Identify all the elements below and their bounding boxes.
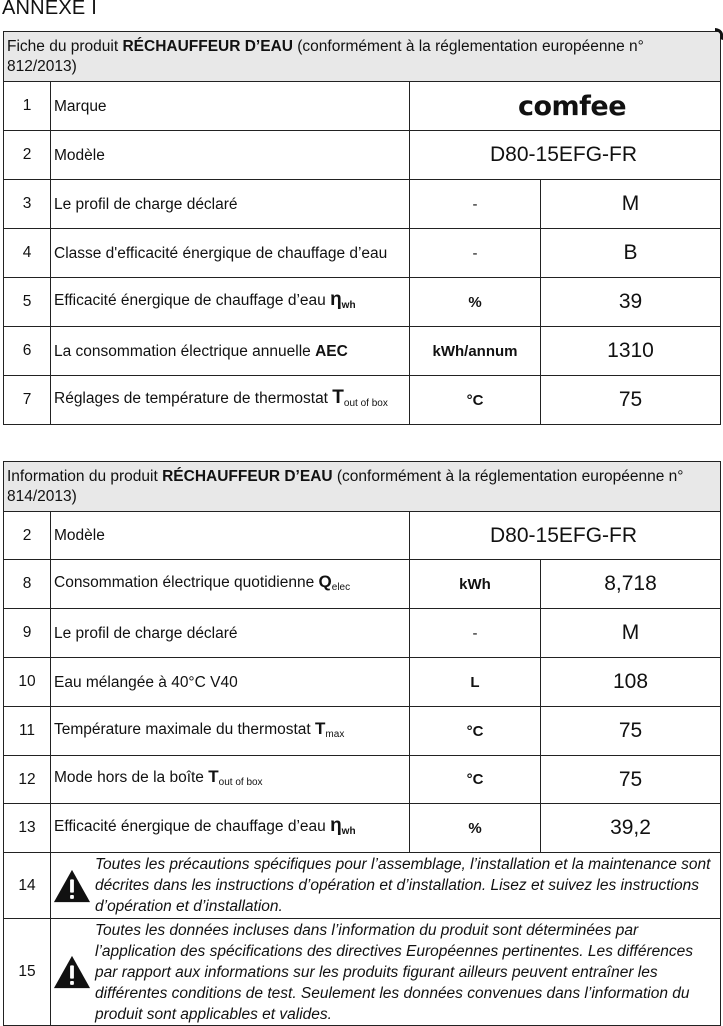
table-row: 1 Marque comfee [4, 82, 721, 131]
page-title: ANNEXE I [2, 0, 97, 19]
table-row: 9 Le profil de charge déclaré - M [4, 609, 721, 658]
table-row: 13 Efficacité énergique de chauffage d’eau $\eta_{wh}$ % 39,2 [4, 804, 721, 853]
table-row: 7 Réglages de température de thermostat $T_{out of box}$ °C 75 [4, 376, 721, 425]
table-header: Fiche du produit RÉCHAUFFEUR D’EAU (conformément à la réglementation européenne n° 812/2013) [4, 32, 721, 82]
table-row: 2 Modèle D80-15EFG-FR [4, 131, 721, 180]
table-row: 14 Toutes les précautions spécifiques pour l’assemblage, l’installation et la maintenance sont décrites dans les instructions d’opération et d’installation. Lisez et suivez les instructions d’opération et d’installation. [4, 853, 721, 919]
table-row: 5 Efficacité énergique de chauffage d’eau $\eta_{wh}$ % 39 [4, 278, 721, 327]
table-row: 10 Eau mélangée à 40°C V40 L 108 [4, 658, 721, 707]
table-row: 2 Modèle D80-15EFG-FR [4, 512, 721, 560]
warning-icon [53, 868, 91, 904]
table-row: 12 Mode hors de la boîte $T_{out of box}$ °C 75 [4, 756, 721, 804]
table-row: 4 Classe d'efficacité énergique de chauffage d’eau - B [4, 229, 721, 278]
product-fiche-table [3, 31, 721, 425]
table-row: 11 Température maximale du thermostat $T_{max}$ °C 75 [4, 707, 721, 756]
product-information-table [3, 461, 721, 1026]
table-row: 8 Consommation électrique quotidienne $Q_{elec}$ kWh 8,718 [4, 560, 721, 609]
table-row: 15 Toutes les données incluses dans l’information du produit sont déterminées par l’application des spécifications des directives Européennes pertinentes. Les différences par rapport aux informations sur les produits figurant ailleurs peuvent entraîner les différentes conditions de test. Seulement les données convenues dans l’information du produit sont applicables et valides. [4, 919, 721, 1026]
warning-icon [53, 954, 91, 990]
table-header: Information du produit RÉCHAUFFEUR D’EAU (conformément à la réglementation européenne n° 814/2013) [4, 462, 721, 512]
table-row: 3 Le profil de charge déclaré - M [4, 180, 721, 229]
table-row: 6 La consommation électrique annuelle AEC kWh/annum 1310 [4, 327, 721, 376]
logo-arc-icon [713, 26, 723, 44]
brand-logo: comfee [410, 82, 721, 131]
